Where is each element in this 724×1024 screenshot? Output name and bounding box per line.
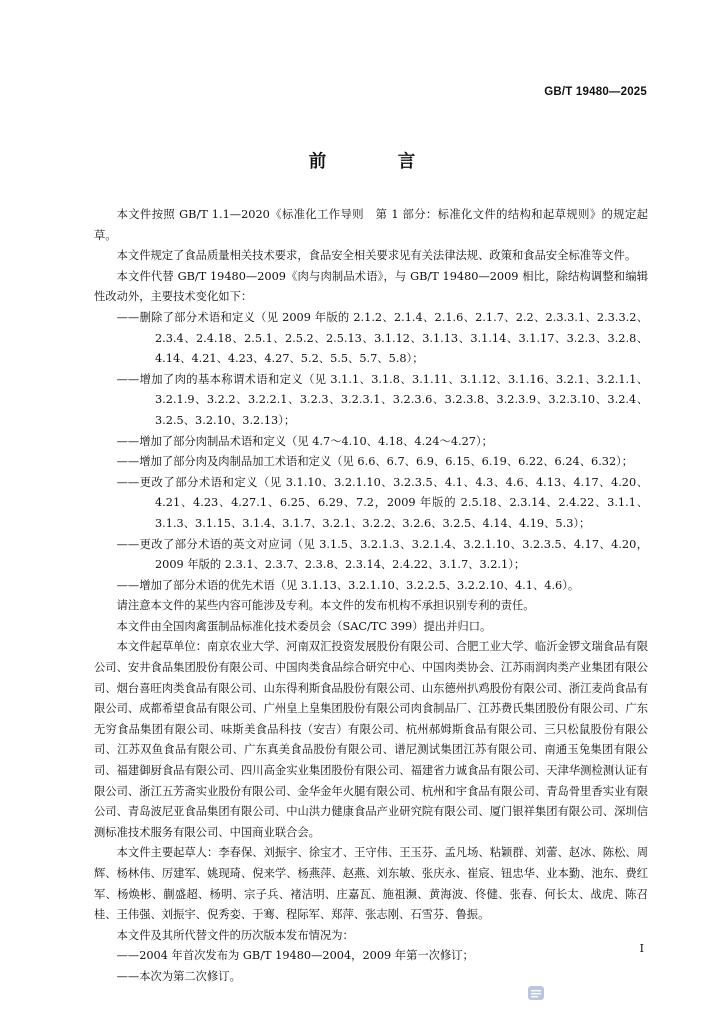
change-item: ——删除了部分术语和定义（见 2009 年版的 2.1.2、2.1.4、2.1.6、2.1.7、2.2、2.3.3.1、2.3.3.2、2.3.4、2.4.18、2.5.1、2.5.2、2.5.13、3.1.12、3.1.13、3.1.14、3.1.17、3.2.3、3.2.8、4.14、4.21、4.23、4.27、5.2、5.5、5.7、5.8）；: [116, 310, 648, 366]
history-item: ——本次为第二次修订。: [116, 969, 241, 983]
paragraph-drafting-rules: 本文件按照 GB/T 1.1—2020《标准化工作导则 第 1 部分：标准化文件的结构和起草规则》的规定起草。: [94, 208, 648, 242]
page-number: I: [639, 942, 644, 955]
paragraph-patent-notice: 请注意本文件的某些内容可能涉及专利。本文件的发布机构不承担识别专利的责任。: [116, 599, 535, 613]
document-code: GB/T 19480—2025: [544, 86, 647, 98]
change-item: ——增加了部分术语的优先术语（见 3.1.13、3.2.1.10、3.2.2.5、3.2.2.10、4.1、4.6）。: [116, 578, 580, 592]
paragraph-drafters: 本文件主要起草人：李春保、刘振宇、徐宝才、王守伟、王玉芬、孟凡场、粘颖群、刘蕾、赵冰、陈松、周辉、杨林伟、厉建军、姚现琦、倪来学、杨燕萍、赵燕、刘东敏、张庆永、崔宸、钮忠华、业本勤、池东、费红军、杨焕彬、蒯盛超、杨明、宗子兵、褚洁明、庄嘉瓦、施祖濒、黄海波、佟健、张春、何长太、战虎、陈召桂、王伟强、刘振宇、倪秀娈、于骞、程际军、郑萍、张志刚、石雪芬、鲁振。: [94, 846, 648, 922]
paragraph-committee: 本文件由全国肉禽蛋制品标准化技术委员会（SAC/TC 399）提出并归口。: [116, 619, 492, 633]
publisher-logo-icon: [527, 985, 545, 1001]
change-item: ——增加了部分肉及肉制品加工术语和定义（见 6.6、6.7、6.9、6.15、6.19、6.22、6.24、6.32）；: [116, 455, 634, 469]
history-item: ——2004 年首次发布为 GB/T 19480—2004，2009 年第一次修订；: [116, 949, 474, 963]
paragraph-scope-note: 本文件规定了食品质量相关技术要求，食品安全相关要求见有关法律法规、政策和食品安全标准等文件。: [116, 249, 637, 263]
paragraph-replacement: 本文件代替 GB/T 19480—2009《肉与肉制品术语》，与 GB/T 19480—2009 相比，除结构调整和编辑性改动外，主要技术变化如下：: [94, 269, 648, 304]
paragraph-drafting-units: 本文件起草单位：南京农业大学、河南双汇投资发展股份有限公司、合肥工业大学、临沂金锣文瑞食品有限公司、安井食品集团股份有限公司、中国肉类食品综合研究中心、中国肉类协会、江苏雨润肉类产业集团有限公司、烟台喜旺肉类食品有限公司、山东得利斯食品股份有限公司、山东德州扒鸡股份有限公司、浙江麦尚食品有限公司、成都希望食品有限公司、广州皇上皇集团股份有限公司肉食制品厂、江苏费氏集团股份有限公司、广东无穷食品集团有限公司、味斯美食品科技（安吉）有限公司、杭州郝姆斯食品有限公司、三只松鼠股份有限公司、江苏双鱼食品有限公司、广东真美食品股份有限公司、谱尼测试集团江苏有限公司、南通玉兔集团有限公司、福建御厨食品有限公司、四川高金实业集团股份有限公司、福建省力诚食品有限公司、天津华测检测认证有限公司、浙江五芳斋实业股份有限公司、金华金年火腿有限公司、杭州和宇食品有限公司、青岛骨里香实业有限公司、青岛波尼亚食品集团有限公司、中山洪力健康食品产业研究院有限公司、厦门银祥集团有限公司、深圳信测标准技术服务有限公司、中国商业联合会。: [94, 640, 648, 839]
foreword-body: [94, 205, 648, 988]
change-item: ——增加了部分肉制品术语和定义（见 4.7～4.10、4.18、4.24～4.27）；: [116, 434, 493, 448]
page-title: 前 言: [308, 152, 443, 172]
change-item: ——增加了肉的基本称谓术语和定义（见 3.1.1、3.1.8、3.1.11、3.1.12、3.1.16、3.2.1、3.2.1.1、3.2.1.9、3.2.2、3.2.2.1、3.2.3、3.2.3.1、3.2.3.6、3.2.3.8、3.2.3.9、3.2.3.10、3.2.4、3.2.5、3.2.10、3.2.13）；: [116, 372, 648, 427]
change-item: ——更改了部分术语的英文对应词（见 3.1.5、3.2.1.3、3.2.1.4、3.2.1.10、3.2.3.5、4.17、4.20，2009 年版的 2.3.1、2.3.7、2.3.8、2.3.14、2.4.22、3.1.7、3.2.1）；: [116, 537, 648, 572]
change-item: ——更改了部分术语和定义（见 3.1.10、3.2.1.10、3.2.3.5、4.1、4.3、4.6、4.13、4.17、4.20、4.21、4.23、4.27.1、6.25、6.29、7.2，2009 年版的 2.5.18、2.3.14、2.4.22、3.1.1、3.1.3、3.1.15、3.1.4、3.1.7、3.2.1、3.2.2、3.2.6、3.2.5、4.14、4.19、5.3）；: [116, 475, 648, 530]
paragraph-history-intro: 本文件及其所代替文件的历次版本发布情况为：: [116, 928, 354, 942]
